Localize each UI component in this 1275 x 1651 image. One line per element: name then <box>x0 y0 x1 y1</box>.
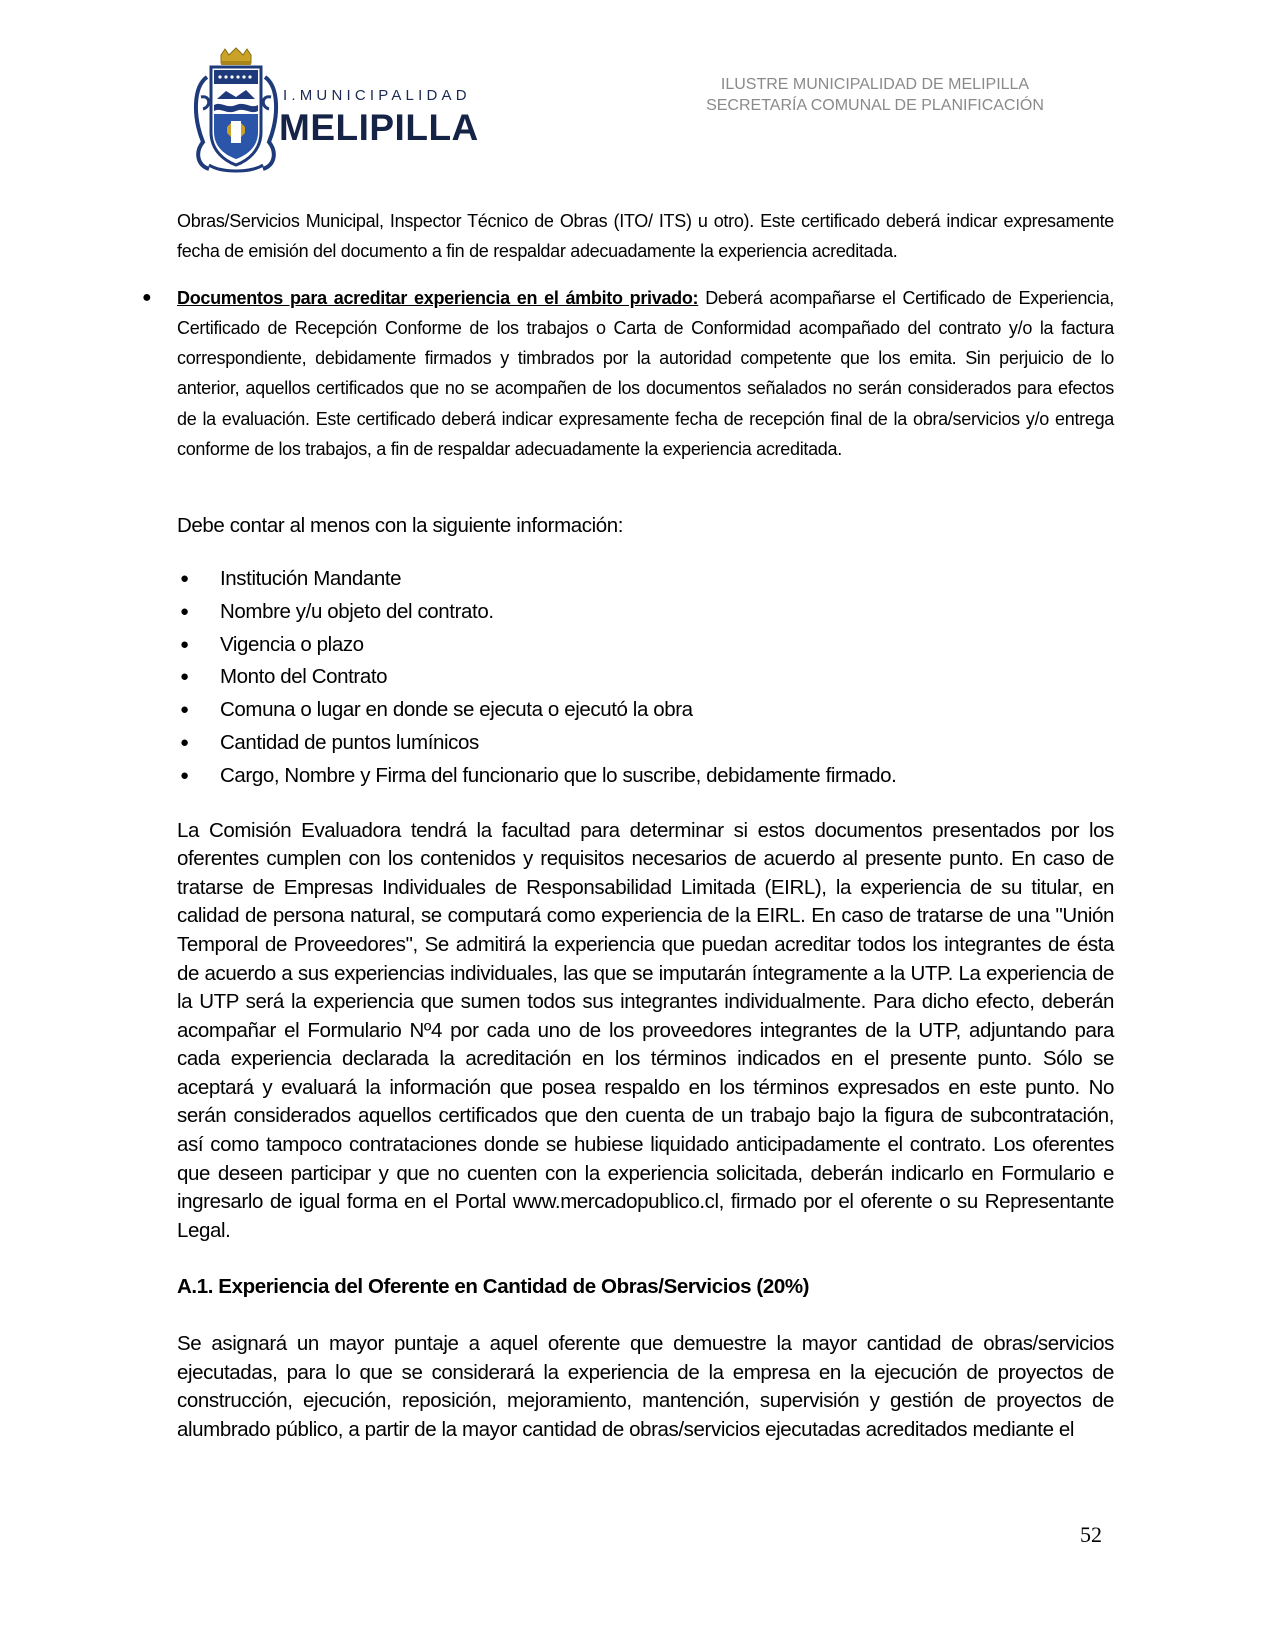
bullet-icon: ● <box>180 602 189 620</box>
list-item <box>177 563 1114 596</box>
list-item-text: Nombre y/u objeto del contrato. <box>220 599 494 623</box>
commission-paragraph: La Comisión Evaluadora tendrá la facultad para determinar si estos documentos presentados por los oferentes cumplen con los contenidos y requisitos necesarios de acuerdo al presente punto. En caso de tratarse de Empresas Individuales de Responsabilidad Limitada (EIRL), la experiencia de su titular, en calidad de persona natural, se computará como experiencia de la EIRL. En caso de tratarse de una "Unión Temporal de Proveedores", Se admitirá la experiencia que puedan acreditar todos los integrantes de ésta de acuerdo a sus experiencias individuales, las que se imputarán íntegramente a la UTP. La experiencia de la UTP será la experiencia que sumen todos sus integrantes individualmente. Para dicho efecto, deberán acompañar el Formulario Nº4 por cada uno de los proveedores integrantes de la UTP, adjuntando para cada experiencia declarada la acreditación en los términos indicados en el presente punto. Sólo se aceptará y evaluará la información que posea respaldo en los términos expresados en este punto. No serán considerados aquellos certificados que den cuenta de un trabajo bajo la figura de subcontratación, así como tampoco contrataciones donde se hubiese liquidado anticipadamente el contrato. Los oferentes que deseen participar y que no cuenten con la experiencia solicitada, deberán indicarlo en Formulario e ingresarlo de igual forma en el Portal www.mercadopublico.cl, firmado por el oferente o su Representante Legal. <box>177 818 1114 1242</box>
document-body <box>142 206 1114 1444</box>
list-item-text: Institución Mandante <box>220 566 402 590</box>
requirements-intro: Debe contar al menos con la siguiente información: <box>177 514 624 538</box>
bullet-icon: ● <box>142 288 152 306</box>
list-item-text: Comuna o lugar en donde se ejecuta o ejecutó la obra <box>220 698 693 722</box>
bullet-icon: ● <box>180 733 189 751</box>
list-item <box>177 727 1114 760</box>
list-item-text: Cantidad de puntos lumínicos <box>220 730 479 754</box>
header-line-2: SECRETARÍA COMUNAL DE PLANIFICACIÓN <box>706 97 1044 114</box>
bullet-icon: ● <box>180 668 189 686</box>
list-item-text: Vigencia o plazo <box>220 632 364 656</box>
logo-subtitle: I.MUNICIPALIDAD <box>283 87 471 104</box>
municipality-logo <box>191 47 479 175</box>
list-item-text: Cargo, Nombre y Firma del funcionario que lo suscribe, debidamente firmado. <box>220 763 897 787</box>
list-item <box>177 694 1114 727</box>
list-item <box>177 629 1114 662</box>
page-number: 52 <box>1080 1522 1102 1547</box>
header-line-1: ILUSTRE MUNICIPALIDAD DE MELIPILLA <box>720 76 1030 93</box>
list-item <box>177 661 1114 694</box>
section-paragraph: Se asignará un mayor puntaje a aquel oferente que demuestre la mayor cantidad de obras/servicios ejecutadas, para lo que se considerará la experiencia de la empresa en la ejecución de proyectos de construcción, ejecución, reposición, mejoramiento, mantención, supervisión y gestión de proyectos de alumbrado público, a partir de la mayor cantidad de obras/servicios ejecutadas acreditados mediante el <box>177 1332 1114 1441</box>
bullet-icon: ● <box>180 766 189 784</box>
header-institution <box>640 74 1110 116</box>
logo-title: MELIPILLA <box>279 107 479 148</box>
list-item <box>177 596 1114 629</box>
requirements-list <box>177 563 1114 793</box>
coat-of-arms-icon <box>191 47 281 175</box>
private-docs-text: Deberá acompañarse el Certificado de Experiencia, Certificado de Recepción Conforme de los trabajos o Carta de Conformidad acompañado del contrato y/o la factura correspondiente, debidamente firmados y timbrados por la autoridad competente que los emita. Sin perjuicio de lo anterior, aquellos certificados que no se acompañen de los documentos señalados no serán considerados para efectos de la evaluación. Este certificado deberá indicar expresamente fecha de recepción final de la obra/servicios y/o entrega conforme de los trabajos, a fin de respaldar adecuadamente la experiencia acreditada. <box>177 287 1114 460</box>
private-docs-lead: Documentos para acreditar experiencia en el ámbito privado: <box>177 287 699 308</box>
bullet-icon: ● <box>180 701 189 719</box>
bullet-icon: ● <box>180 635 189 653</box>
list-item <box>177 760 1114 793</box>
section-heading: A.1. Experiencia del Oferente en Cantidad de Obras/Servicios (20%) <box>177 1275 810 1299</box>
private-docs-paragraph <box>177 283 1114 465</box>
private-docs-item <box>142 283 1114 465</box>
continuation-paragraph: Obras/Servicios Municipal, Inspector Técnico de Obras (ITO/ ITS) u otro). Este certificado deberá indicar expresamente fecha de emisión del documento a fin de respaldar adecuadamente la experiencia acreditada. <box>177 211 1114 262</box>
bullet-icon: ● <box>180 569 189 587</box>
list-item-text: Monto del Contrato <box>220 665 388 689</box>
